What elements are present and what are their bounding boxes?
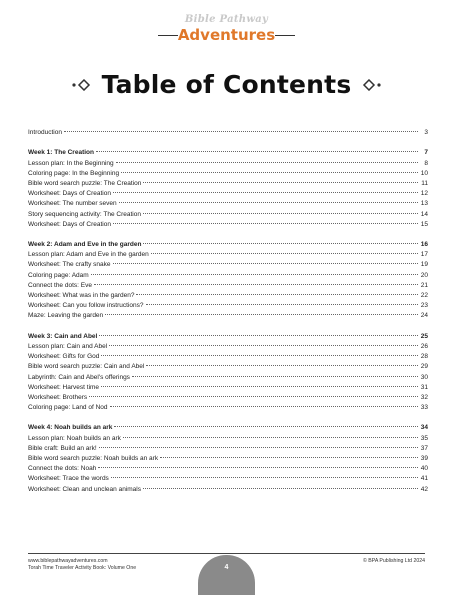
toc-entry-label: Labyrinth: Cain and Abel's offerings [28,373,130,381]
toc-entry-page: 30 [420,373,428,381]
toc-entry-label: Worksheet: Brothers [28,393,88,401]
toc-entry-label: Connect the dots: Noah [28,465,97,473]
toc-entry-page: 41 [420,475,428,483]
toc-entry-page: 22 [420,292,428,299]
page-title: Table of Contents [101,70,352,99]
dot-leader [94,284,418,285]
toc-entry-label: Week 1: The Creation [28,149,94,157]
footer-copyright: © BPA Publishing Ltd 2024 [363,558,425,564]
dot-leader [146,304,419,305]
toc-entry-page: 31 [420,383,428,391]
toc-entry-page: 21 [420,281,428,289]
section-gap [28,322,428,332]
ornament-left-icon [71,79,91,91]
dot-leader [119,202,418,203]
toc-entry[interactable] [28,454,428,464]
toc-entry[interactable] [28,179,428,189]
toc-entry-page: 16 [420,241,428,249]
toc-entry-page: 13 [420,200,428,208]
dot-leader [89,396,418,397]
logo-title: Adventures [177,26,276,44]
toc-entry[interactable] [28,342,428,352]
dot-leader [110,406,418,407]
toc-entry-label: Week 3: Cain and Abel [28,332,98,340]
toc-week-heading[interactable] [28,240,428,250]
section-gap [28,413,428,423]
toc-entry[interactable] [28,199,428,209]
dot-leader [64,131,418,132]
toc-entry-page: 25 [420,332,428,340]
dot-leader [132,376,418,377]
table-of-contents [28,128,428,495]
toc-entry-label: Bible craft: Build an ark! [28,444,97,452]
toc-entry-label: Lesson plan: Adam and Eve in the garden [28,251,149,259]
toc-entry-label: Introduction [28,129,62,136]
toc-entry-label: Bible word search puzzle: Noah builds an ark [28,455,159,462]
toc-entry-page: 37 [420,444,428,452]
toc-entry[interactable] [28,220,428,230]
dot-leader [105,314,418,315]
dot-leader [96,151,418,152]
toc-entry-label: Bible word search puzzle: Cain and Abel [28,363,145,371]
toc-entry[interactable] [28,444,428,454]
toc-entry-label: Coloring page: Adam [28,271,89,279]
page-number-tab [198,555,255,595]
footer-website: www.biblepathwayadventures.com [28,558,108,564]
dot-leader [113,263,419,264]
toc-entry-label: Worksheet: The crafty snake [28,261,111,269]
toc-entry-label: Connect the dots: Eve [28,281,92,289]
toc-entry-page: 35 [420,434,428,442]
toc-entry-page: 15 [420,220,428,228]
section-gap [28,230,428,240]
toc-entry[interactable] [28,260,428,270]
toc-entry[interactable] [28,250,428,260]
dot-leader [160,457,418,458]
toc-entry-label: Week 4: Noah builds an ark [28,424,113,432]
toc-entry[interactable] [28,189,428,199]
toc-entry-page: 24 [420,312,428,320]
toc-entry-page: 12 [420,190,428,198]
toc-entry-page: 33 [420,404,428,412]
dot-leader [91,274,418,275]
toc-entry-page: 32 [420,393,428,401]
toc-entry-label: Bible word search puzzle: The Creation [28,179,142,187]
dot-leader [99,447,418,448]
dot-leader [113,192,418,193]
logo-row [0,25,453,45]
toc-entry[interactable] [28,210,428,220]
toc-entry[interactable] [28,281,428,291]
dot-leader [114,426,418,427]
page-footer [0,553,453,590]
toc-entry-label: Worksheet: Can you follow instructions? [28,302,144,310]
dot-leader [143,213,418,214]
brand-logo [0,14,453,45]
toc-entry[interactable] [28,474,428,484]
toc-entry-label: Lesson plan: In the Beginning [28,159,114,167]
toc-week-heading[interactable] [28,148,428,158]
toc-entry-label: Lesson plan: Noah builds an ark [28,434,121,442]
section-gap [28,138,428,148]
logo-divider-right [275,35,295,36]
toc-entry-label: Worksheet: Clean and unclean animals [28,485,141,493]
toc-entry-label: Worksheet: Trace the words [28,475,109,483]
toc-entry-page: 39 [420,455,428,462]
toc-entry-label: Lesson plan: Cain and Abel [28,342,108,350]
title-row [0,70,453,100]
toc-entry[interactable] [28,464,428,474]
toc-entry-label: Worksheet: Gifts for God [28,353,100,361]
dot-leader [151,253,418,254]
toc-entry[interactable] [28,373,428,383]
dot-leader [123,437,418,438]
toc-entry-page: 42 [420,485,428,493]
logo-divider-left [158,35,178,36]
dot-leader [111,477,418,478]
toc-entry-label: Worksheet: What was in the garden? [28,292,135,299]
toc-entry[interactable] [28,169,428,179]
toc-entry[interactable] [28,403,428,413]
toc-week-heading[interactable] [28,332,428,342]
toc-entry-label: Maze: Leaving the garden [28,312,104,320]
toc-entry-page: 7 [424,149,428,157]
toc-entry-page: 8 [424,159,428,167]
toc-entry-page: 40 [420,465,428,473]
toc-entry-label: Week 2: Adam and Eve in the garden [28,241,142,249]
toc-entry-label: Worksheet: Harvest time [28,383,100,391]
toc-entry[interactable] [28,383,428,393]
toc-entry[interactable] [28,434,428,444]
dot-leader [146,365,418,366]
toc-entry[interactable] [28,159,428,169]
toc-entry-page: 26 [420,342,428,350]
toc-entry-page: 29 [420,363,428,371]
toc-entry-page: 23 [420,302,428,310]
dot-leader [143,182,418,183]
dot-leader [101,355,418,356]
dot-leader [136,294,418,295]
toc-entry-label: Worksheet: The number seven [28,200,117,208]
toc-entry[interactable] [28,352,428,362]
toc-entry-label: Worksheet: Days of Creation [28,190,111,198]
toc-entry-page: 19 [420,261,428,269]
toc-entry[interactable] [28,311,428,321]
toc-entry[interactable] [28,485,428,495]
toc-entry[interactable] [28,291,428,301]
ornament-right-icon [362,79,382,91]
toc-entry[interactable] [28,301,428,311]
dot-leader [101,386,418,387]
dot-leader [121,172,418,173]
toc-entry-page: 20 [420,271,428,279]
dot-leader [143,243,418,244]
dot-leader [143,488,418,489]
dot-leader [98,467,418,468]
toc-entry[interactable] [28,362,428,372]
toc-entry-introduction[interactable] [28,128,428,138]
toc-entry-page: 14 [420,210,428,218]
toc-entry-page: 28 [420,353,428,361]
toc-entry-label: Worksheet: Days of Creation [28,220,111,228]
dot-leader [99,335,418,336]
toc-entry[interactable] [28,393,428,403]
toc-week-heading[interactable] [28,423,428,433]
page-number: 4 [224,564,229,571]
logo-subtitle: Bible Pathway [184,14,269,25]
toc-entry-label: Coloring page: In the Beginning [28,169,120,177]
toc-entry-page: 17 [420,251,428,259]
toc-entry-page: 34 [420,424,428,432]
toc-entry-label: Story sequencing activity: The Creation [28,210,141,218]
dot-leader [116,162,418,163]
toc-entry-page: 10 [420,169,428,177]
toc-entry-label: Coloring page: Land of Nod [28,404,108,412]
dot-leader [109,345,418,346]
toc-entry-page: 3 [424,129,428,136]
toc-entry-page: 11 [421,179,428,187]
footer-book-title: Torah Time Traveler Activity Book: Volume One [28,565,137,571]
dot-leader [113,223,418,224]
footer-divider [28,553,425,554]
toc-entry[interactable] [28,271,428,281]
